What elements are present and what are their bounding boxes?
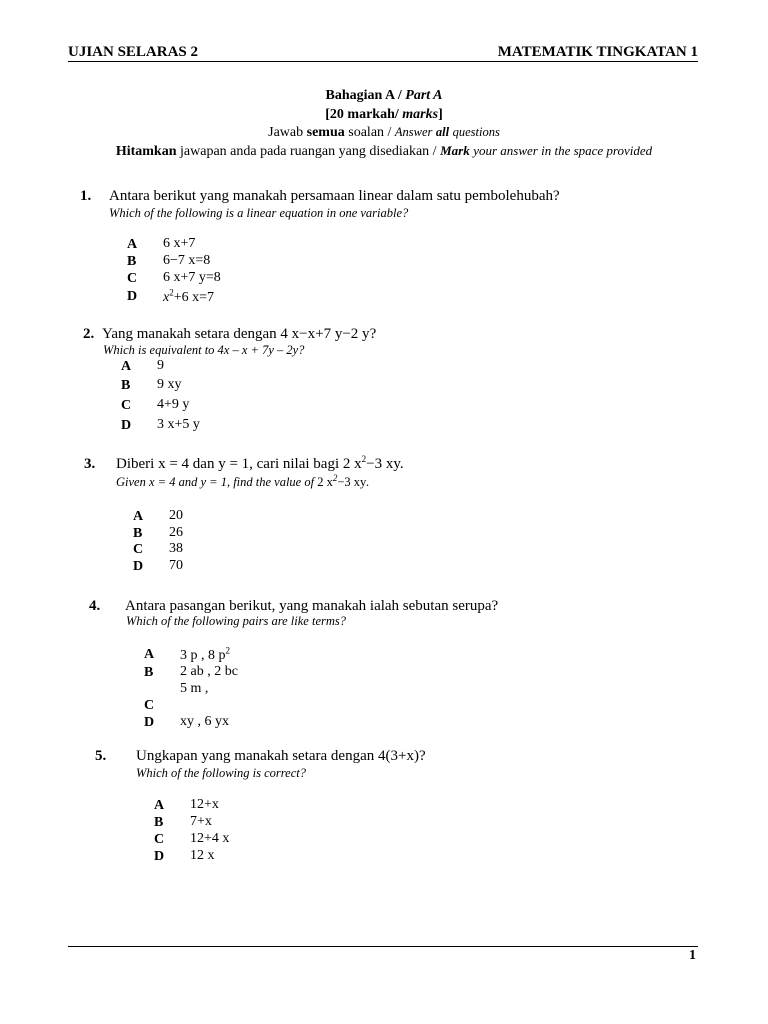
question-number: 5.	[95, 748, 107, 764]
option-text: 9	[157, 358, 164, 373]
question-text: Antara pasangan berikut, yang manakah ialah sebutan serupa?	[125, 598, 499, 614]
option-text: 26	[169, 525, 183, 540]
question-translation: Which of the following pairs are like terms?	[126, 614, 347, 628]
option-letter: B	[127, 254, 137, 269]
option-letter: B	[144, 665, 154, 680]
question-translation: Which of the following is correct?	[136, 766, 307, 780]
question-number: 1.	[80, 188, 92, 204]
option-letter: C	[127, 271, 138, 286]
option-text: $x^2+6$ x=7	[163, 287, 215, 305]
option-text: 5 m ,	[180, 681, 209, 696]
option-letter: D	[154, 849, 165, 864]
option-text: 3 x+5 y	[157, 417, 200, 432]
option-text: 9 xy	[157, 377, 182, 392]
option-letter: D	[121, 418, 132, 433]
option-text: 38	[169, 541, 183, 556]
option-letter: A	[154, 798, 165, 813]
option-text: 3 p , 8 $p^2$	[180, 645, 230, 663]
option-text: 12 x	[190, 848, 215, 863]
option-text: xy , 6 yx	[180, 714, 229, 729]
option-letter: D	[144, 715, 155, 730]
question-text: Ungkapan yang manakah setara dengan 4(3+x)?	[136, 748, 426, 764]
option-letter: A	[121, 359, 132, 374]
option-letter: B	[121, 378, 131, 393]
header-rule	[68, 61, 698, 62]
option-text: 2 ab , 2 bc	[180, 664, 238, 679]
option-letter: D	[133, 559, 144, 574]
question-number: 2.	[83, 326, 95, 342]
instruction-answer-all: Jawab semua soalan / Answer all questions	[268, 125, 500, 140]
option-text: 12+x	[190, 797, 219, 812]
page-number: 1	[689, 948, 696, 963]
option-text: 6 x+7	[163, 236, 196, 251]
question-translation: Given x = 4 and y = 1, find the value of 2 $x^2-3$ xy.	[116, 472, 370, 489]
option-letter: C	[154, 832, 165, 847]
option-letter: C	[133, 542, 144, 557]
footer-rule	[68, 946, 698, 947]
question-number: 4.	[89, 598, 101, 614]
option-letter: A	[144, 647, 155, 662]
option-text: 6−7 x=8	[163, 253, 211, 268]
option-letter: C	[121, 398, 132, 413]
option-letter: A	[133, 509, 144, 524]
option-letter: A	[127, 237, 138, 252]
header-right: MATEMATIK TINGKATAN 1	[497, 44, 698, 60]
question-text: Yang manakah setara dengan 4 x−x+7 y−2 y?	[102, 326, 377, 342]
question-text: Antara berikut yang manakah persamaan linear dalam satu pembolehubah?	[109, 188, 560, 204]
option-text: 6 x+7 y=8	[163, 270, 221, 285]
question-text: Diberi x = 4 dan y = 1, cari nilai bagi 2 $x^2-3$ xy.	[116, 454, 404, 472]
option-text: 20	[169, 508, 183, 523]
option-letter: B	[133, 526, 143, 541]
option-text: 70	[169, 558, 183, 573]
option-letter: C	[144, 698, 155, 713]
option-text: 4+9 y	[157, 397, 190, 412]
question-translation: Which of the following is a linear equation in one variable?	[109, 206, 409, 220]
option-text: 12+4 x	[190, 831, 230, 846]
option-letter: B	[154, 815, 164, 830]
section-title: Bahagian A / Part A	[325, 88, 443, 103]
question-number: 3.	[84, 456, 96, 472]
header-left: UJIAN SELARAS 2	[68, 44, 199, 60]
section-marks: [20 markah/ marks]	[325, 107, 443, 122]
option-letter: D	[127, 289, 138, 304]
option-text: 7+x	[190, 814, 212, 829]
question-translation: Which is equivalent to 4x – x + 7y – 2y?	[103, 343, 305, 357]
instruction-mark-answer: Hitamkan jawapan anda pada ruangan yang disediakan / Mark your answer in the space provided	[115, 143, 653, 159]
